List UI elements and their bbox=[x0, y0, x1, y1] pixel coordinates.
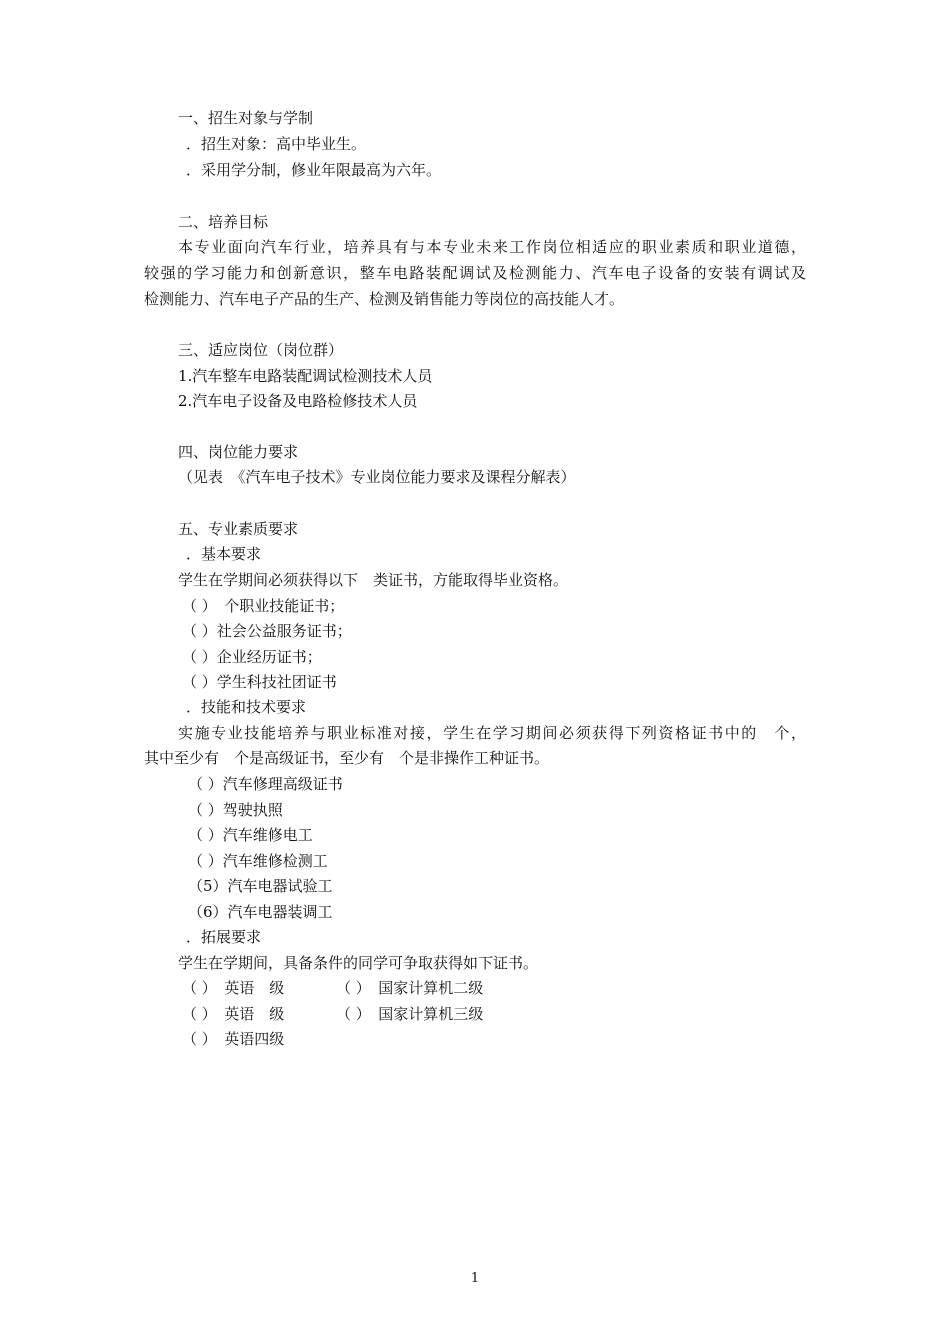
section-heading-abilities: 四、岗位能力要求 bbox=[178, 443, 299, 461]
extended-cert-left: （ ） 英语四级 bbox=[182, 1030, 285, 1048]
position-item: 2.汽车电子设备及电路检修技术人员 bbox=[178, 392, 418, 410]
certificate-item: （ ）学生科技社团证书 bbox=[182, 673, 337, 691]
basic-requirements-title: ．基本要求 bbox=[186, 545, 262, 563]
certificate-item: （ ）企业经历证书； bbox=[182, 648, 322, 666]
section-heading-enrollment: 一、招生对象与学制 bbox=[178, 109, 314, 127]
objectives-paragraph-line: 较强的学习能力和创新意识，整车电路装配调试及检测能力、汽车电子设备的安装有调试及 bbox=[144, 264, 806, 282]
extended-cert-right: （ ） 国家计算机三级 bbox=[336, 1005, 484, 1023]
skills-intro-line: 实施专业技能培养与职业标准对接，学生在学习期间必须获得下列资格证书中的 个， bbox=[178, 724, 806, 742]
objectives-paragraph-line: 本专业面向汽车行业，培养具有与本专业未来工作岗位相适应的职业素质和职业道德， bbox=[178, 238, 806, 256]
objectives-paragraph-line: 检测能力、汽车电子产品的生产、检测及销售能力等岗位的高技能人才。 bbox=[144, 290, 625, 308]
page-number: 1 bbox=[470, 1271, 480, 1286]
section-heading-objectives: 二、培养目标 bbox=[178, 213, 269, 231]
extended-cert-right: （ ） 国家计算机二级 bbox=[336, 979, 484, 997]
skill-certificate-item: （5）汽车电器试验工 bbox=[188, 877, 333, 895]
skills-requirements-title: ．技能和技术要求 bbox=[186, 698, 307, 716]
basic-requirements-intro: 学生在学期间必须获得以下 类证书，方能取得毕业资格。 bbox=[178, 571, 569, 589]
certificate-item: （ ） 个职业技能证书； bbox=[182, 597, 345, 615]
enrollment-item: ．采用学分制，修业年限最高为六年。 bbox=[186, 161, 442, 179]
skill-certificate-item: （6）汽车电器装调工 bbox=[188, 903, 333, 921]
position-item: 1.汽车整车电路装配调试检测技术人员 bbox=[178, 367, 433, 385]
section-heading-positions: 三、适应岗位（岗位群） bbox=[178, 341, 344, 359]
enrollment-item: ．招生对象：高中毕业生。 bbox=[186, 135, 367, 153]
skill-certificate-item: （ ）汽车修理高级证书 bbox=[188, 775, 343, 793]
extended-cert-left: （ ） 英语 级 bbox=[182, 979, 285, 997]
extended-cert-left: （ ） 英语 级 bbox=[182, 1005, 285, 1023]
skill-certificate-item: （ ）汽车维修电工 bbox=[188, 826, 313, 844]
skills-intro-line: 其中至少有 个是高级证书，至少有 个是非操作工种证书。 bbox=[144, 749, 550, 767]
abilities-note: （见表 《汽车电子技术》专业岗位能力要求及课程分解表） bbox=[178, 468, 576, 486]
skill-certificate-item: （ ）汽车维修检测工 bbox=[188, 852, 328, 870]
skill-certificate-item: （ ）驾驶执照 bbox=[188, 801, 283, 819]
extended-requirements-intro: 学生在学期间，具备条件的同学可争取获得如下证书。 bbox=[178, 954, 539, 972]
section-heading-quality: 五、专业素质要求 bbox=[178, 520, 299, 538]
certificate-item: （ ）社会公益服务证书； bbox=[182, 622, 352, 640]
extended-requirements-title: ．拓展要求 bbox=[186, 928, 262, 946]
